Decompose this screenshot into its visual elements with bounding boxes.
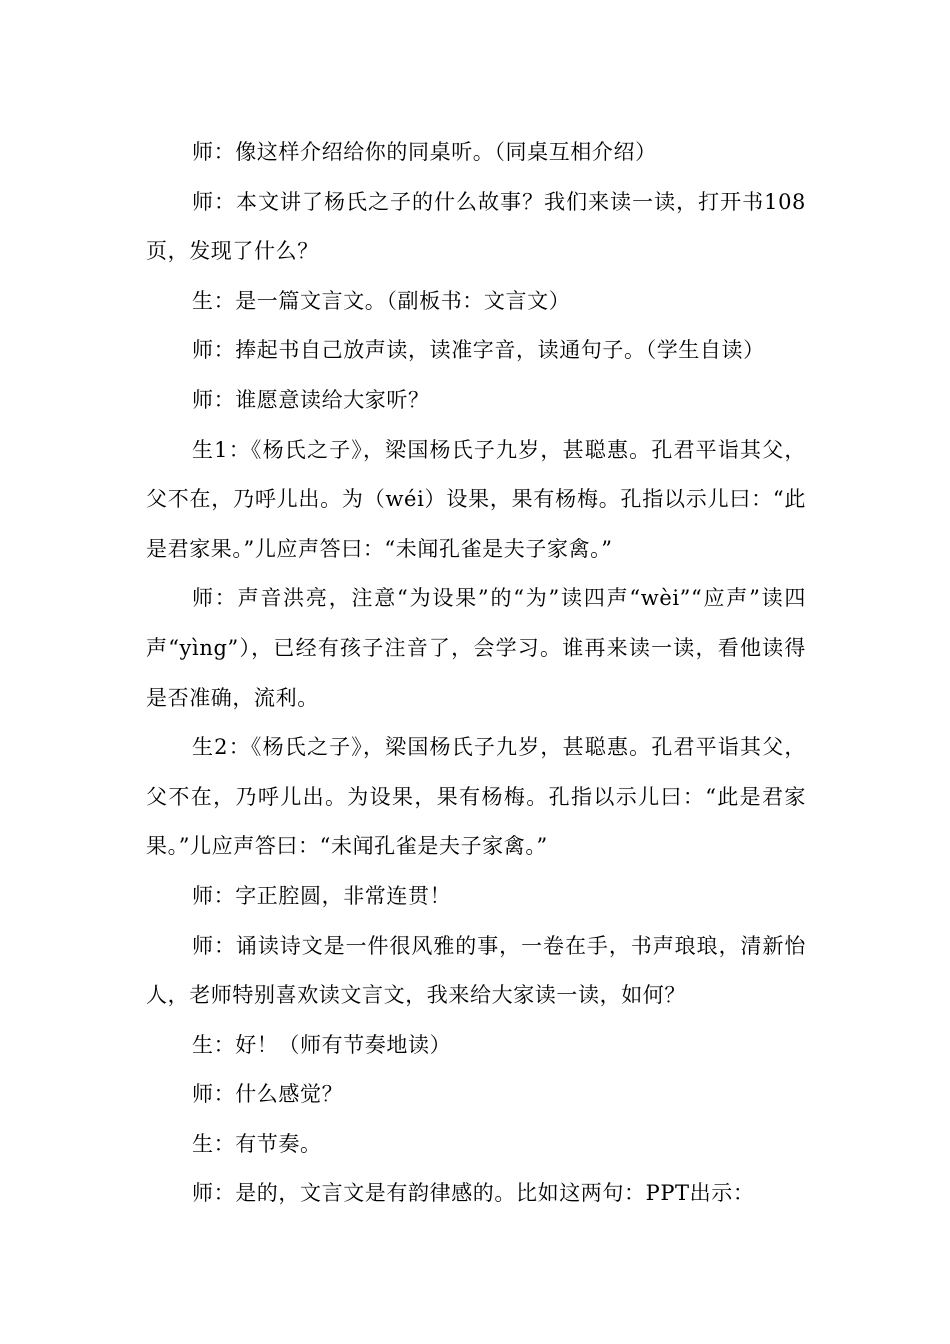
- paragraph-1: 师：像这样介绍给你的同桌听。（同桌互相介绍）: [192, 140, 657, 164]
- paragraph-7: 师：声音洪亮，注意“为设果”的“为”读四声“wèi”“应声”读四声“yìng”），已经有孩子注音了，会学习。谁再来读一读，看他读得是否准确，流利。: [146, 586, 806, 710]
- paragraph-12: 师：什么感觉？: [192, 1082, 344, 1107]
- paragraph-11: 生：好！（师有节奏地读）: [192, 1032, 452, 1057]
- paragraph-2: 师：本文讲了杨氏之子的什么故事？我们来读一读，打开书108页，发现了什么？: [146, 189, 806, 264]
- document-body: [146, 128, 806, 1219]
- paragraph-9: 师：字正腔圆，非常连贯！: [192, 883, 452, 908]
- paragraph-13: 生：有节奏。: [192, 1131, 322, 1156]
- paragraph-3: 生：是一篇文言文。（副板书：文言文）: [192, 288, 571, 313]
- paragraph-8: 生2：《杨氏之子》，梁国杨氏子九岁，甚聪惠。孔君平诣其父，父不在，乃呼儿出。为设果，果有杨梅。孔指以示儿曰：“此是君家果。”儿应声答曰：“未闻孔雀是夫子家禽。”: [146, 735, 806, 859]
- paragraph-6: 生1：《杨氏之子》，梁国杨氏子九岁，甚聪惠。孔君平诣其父，父不在，乃呼儿出。为（wéi）设果，果有杨梅。孔指以示儿曰：“此是君家果。”儿应声答曰：“未闻孔雀是夫子家禽。”: [146, 437, 806, 561]
- paragraph-10: 师：诵读诗文是一件很风雅的事，一卷在手，书声琅琅，清新怡人，老师特别喜欢读文言文，我来给大家读一读，如何？: [146, 933, 806, 1008]
- paragraph-5: 师：谁愿意读给大家听？: [192, 387, 430, 412]
- paragraph-14: 师：是的，文言文是有韵律感的。比如这两句：PPT出示：: [192, 1181, 755, 1206]
- paragraph-4: 师：捧起书自己放声读，读准字音，读通句子。（学生自读）: [192, 338, 765, 363]
